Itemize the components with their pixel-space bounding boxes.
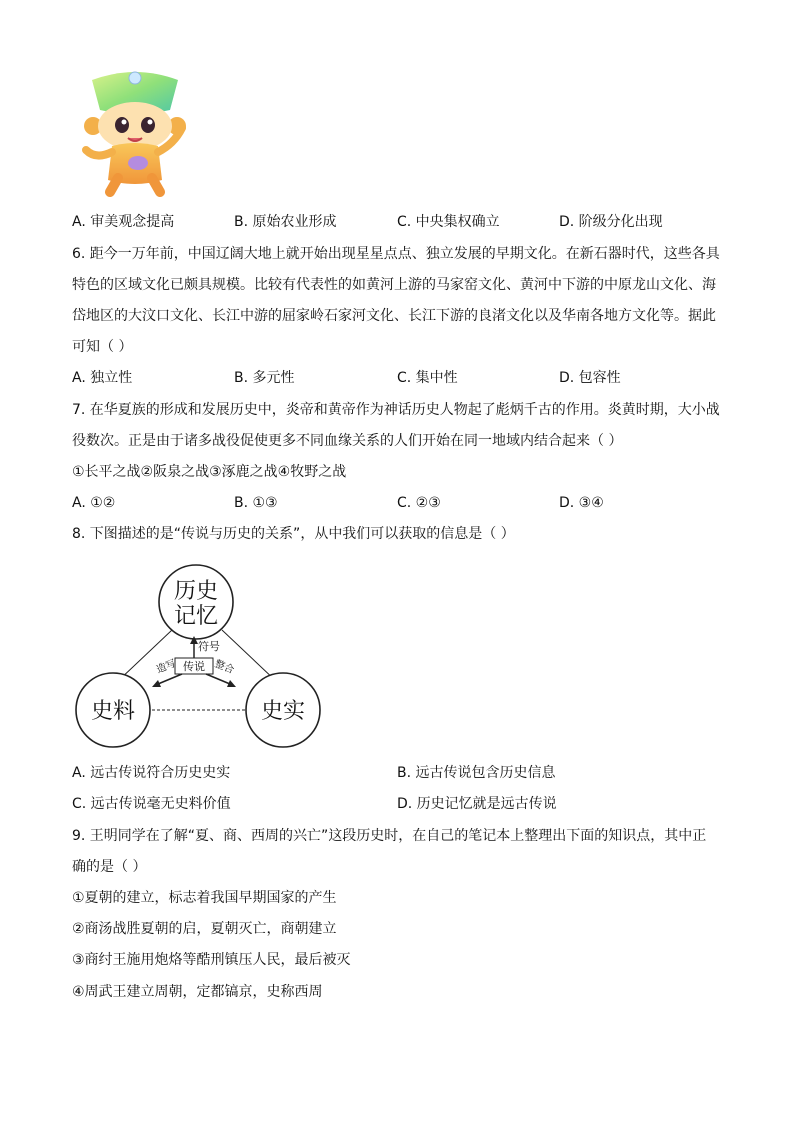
history-memory-label-line2: 记忆	[173, 604, 219, 629]
q9-stem-line: 9. 王明同学在了解“夏、商、西周的兴亡”这段历史时，在自己的笔记本上整理出下面的知识点，其中正	[72, 828, 707, 844]
q9-stem-line: 确的是（ ）	[72, 859, 147, 875]
arrow-right-label: 整合	[212, 658, 236, 677]
q5-option-b: B. 原始农业形成	[234, 214, 337, 230]
q6-option-c: C. 集中性	[397, 370, 458, 386]
q5-option-a: A. 审美观念提高	[72, 214, 175, 230]
q7-option-a: A. ①②	[72, 495, 116, 511]
q6-option-d: D. 包容性	[559, 370, 621, 386]
q7-option-d: D. ③④	[559, 495, 604, 511]
historical-fact-label: 史实	[260, 699, 306, 724]
q5-option-c: C. 中央集权确立	[397, 214, 500, 230]
q8-option-d: D. 历史记忆就是远古传说	[397, 796, 557, 812]
arrow-right	[206, 674, 230, 684]
q7-stem-line: 役数次。正是由于诸多战役促使更多不同血缘关系的人们开始在同一地域内结合起来（ ）	[72, 433, 623, 449]
q8-option-a: A. 远古传说符合历史史实	[72, 765, 231, 781]
legend-box-label: 传说	[183, 660, 205, 673]
q7-items: ①长平之战②阪泉之战③涿鹿之战④牧野之战	[72, 464, 347, 480]
q6-option-b: B. 多元性	[234, 370, 295, 386]
q8-option-c: C. 远古传说毫无史料价值	[72, 796, 231, 812]
history-memory-label-line1: 历史	[173, 579, 219, 604]
q9-item: ②商汤战胜夏朝的启，夏朝灭亡，商朝建立	[72, 921, 337, 937]
q5-option-d: D. 阶级分化出现	[559, 214, 663, 230]
q7-option-c: C. ②③	[397, 495, 441, 511]
q6-stem-line: 6. 距今一万年前，中国辽阔大地上就开始出现星星点点、独立发展的早期文化。在新石器时代，这些各具	[72, 246, 720, 262]
historical-material-label: 史料	[90, 699, 136, 724]
arrow-left	[158, 674, 182, 684]
q9-item: ③商纣王施用炮烙等酷刑镇压人民，最后被灭	[72, 952, 351, 968]
diagram-edge	[117, 630, 172, 682]
q8-option-b: B. 远古传说包含历史信息	[397, 765, 556, 781]
mascot-illustration	[78, 68, 193, 198]
q9-item: ①夏朝的建立，标志着我国早期国家的产生	[72, 890, 337, 906]
q6-stem-line: 岱地区的大汶口文化、长江中游的屈家岭石家河文化、长江下游的良渚文化以及华南各地方文化等。据此	[72, 308, 716, 324]
legend-history-diagram	[72, 562, 324, 750]
arrow-up-label: 符号	[198, 640, 220, 653]
q9-item: ④周武王建立周朝，定都镐京，史称西周	[72, 984, 323, 1000]
q6-option-a: A. 独立性	[72, 370, 133, 386]
q7-stem-line: 7. 在华夏族的形成和发展历史中，炎帝和黄帝作为神话历史人物起了彪炳千古的作用。炎黄时期，大小战	[72, 402, 720, 418]
q6-stem-line: 可知（ ）	[72, 339, 133, 355]
q6-stem-line: 特色的区域文化已颇具规模。比较有代表性的如黄河上游的马家窑文化、黄河中下游的中原龙山文化、海	[72, 277, 716, 293]
q8-stem: 8. 下图描述的是“传说与历史的关系”，从中我们可以获取的信息是（ ）	[72, 526, 515, 542]
arrow-left-label: 造写	[155, 658, 178, 676]
q7-option-b: B. ①③	[234, 495, 278, 511]
